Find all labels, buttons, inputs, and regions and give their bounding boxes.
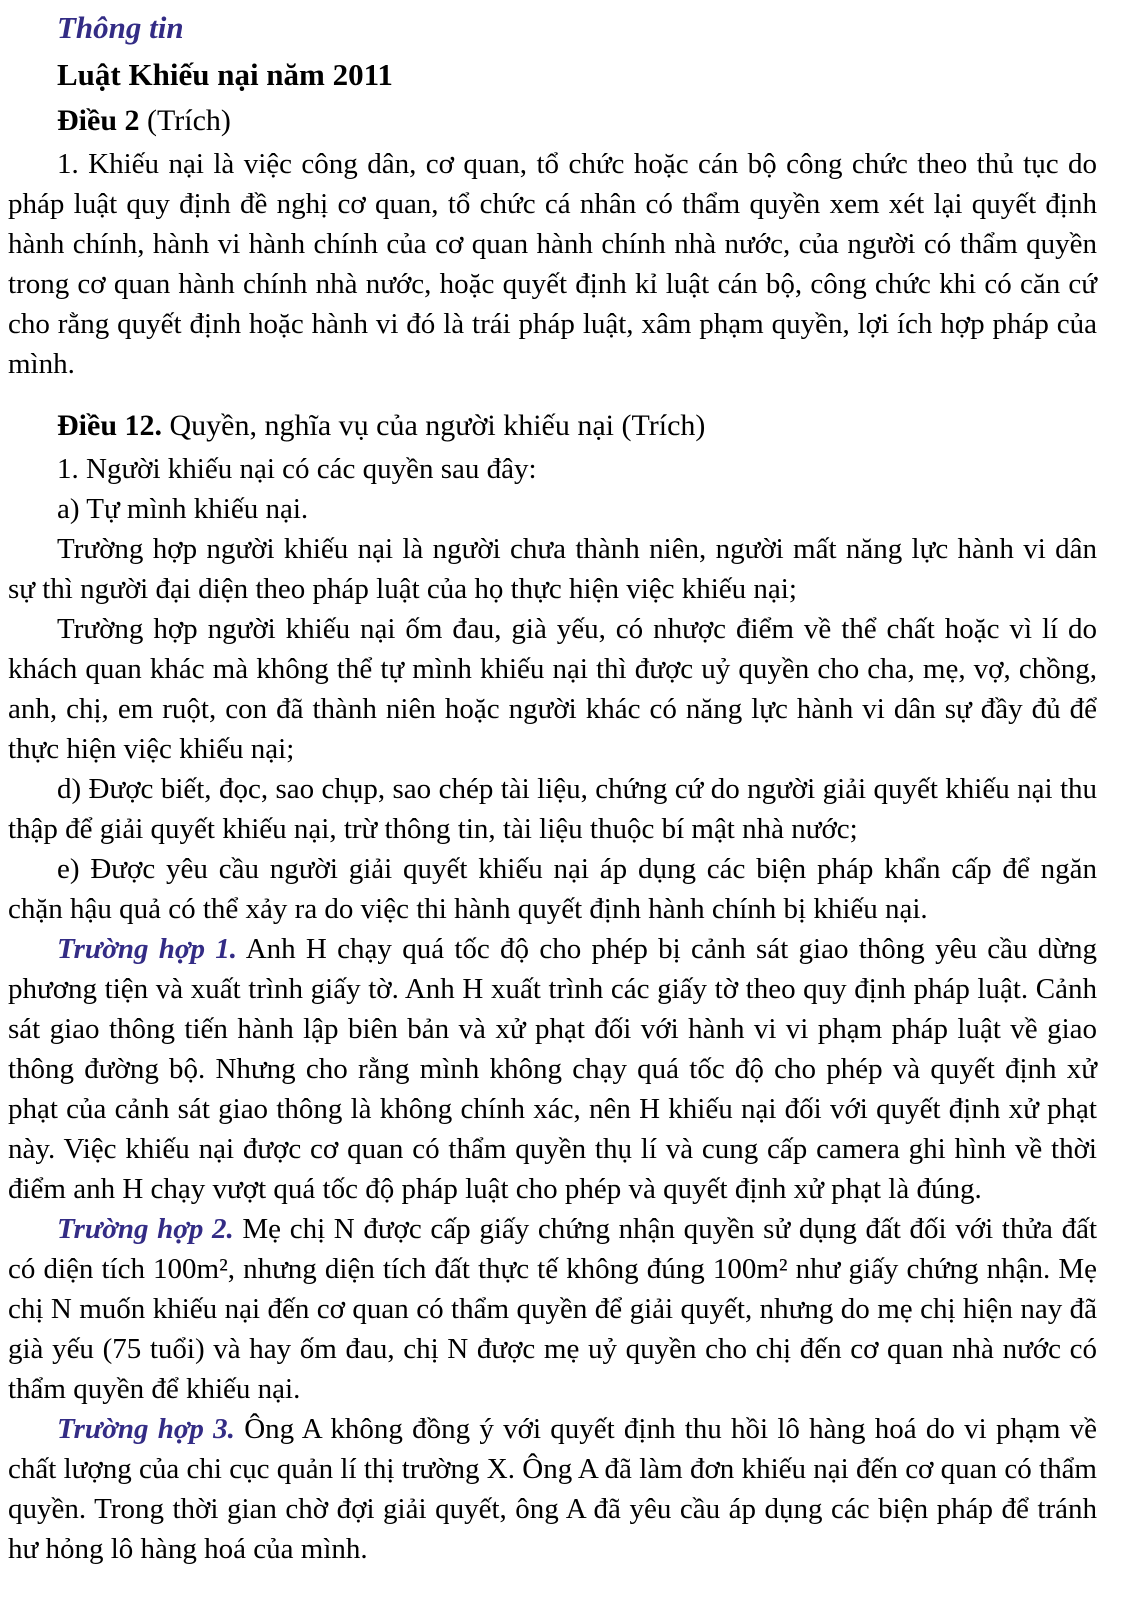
case-2-label: Trường hợp 2.	[57, 1213, 234, 1245]
info-heading: Thông tin	[57, 10, 184, 45]
article-12-point-d: d) Được biết, đọc, sao chụp, sao chép tài liệu, chứng cứ do người giải quyết khiếu nại thu thập để giải quyết khiếu nại, trừ thông tin, tài liệu thuộc bí mật nhà nước;	[8, 773, 1097, 845]
article-12-point-a-case-minor: Trường hợp người khiếu nại là người chưa thành niên, người mất năng lực hành vi dân sự thì người đại diện theo pháp luật của họ thực hiện việc khiếu nại;	[8, 533, 1097, 605]
case-2-paragraph	[8, 1209, 1097, 1409]
case-3-paragraph	[8, 1409, 1097, 1569]
article-12-point-a-case-illness: Trường hợp người khiếu nại ốm đau, già yếu, có nhược điểm về thể chất hoặc vì lí do khách quan khác mà không thể tự mình khiếu nại thì được uỷ quyền cho cha, mẹ, vợ, chồng, anh, chị, em ruột, con đã thành niên hoặc người khác có năng lực hành vi dân sự đầy đủ để thực hiện việc khiếu nại;	[8, 613, 1097, 765]
article-2-suffix: (Trích)	[139, 104, 231, 137]
article-12-number: Điều 12.	[57, 409, 162, 442]
article-2-heading	[8, 98, 1097, 144]
article-2-number: Điều 2	[57, 104, 140, 137]
article-12-heading	[8, 403, 1097, 449]
law-title: Luật Khiếu nại năm 2011	[57, 57, 393, 92]
case-1-text: Anh H chạy quá tốc độ cho phép bị cảnh sát giao thông yêu cầu dừng phương tiện và xuất trình giấy tờ. Anh H xuất trình các giấy tờ theo quy định pháp luật. Cảnh sát giao thông tiến hành lập biên bản và xử phạt đối với hành vi vi phạm pháp luật về giao thông đường bộ. Nhưng cho rằng mình không chạy quá tốc độ cho phép và quyết định xử phạt của cảnh sát giao thông là không chính xác, nên H khiếu nại đối với quyết định xử phạt này. Việc khiếu nại được cơ quan có thẩm quyền thụ lí và cung cấp camera ghi hình về thời điểm anh H chạy vượt quá tốc độ pháp luật cho phép và quyết định xử phạt là đúng.	[8, 933, 1097, 1205]
article-12-title: Quyền, nghĩa vụ của người khiếu nại (Trích)	[162, 409, 706, 442]
case-3-label: Trường hợp 3.	[57, 1413, 235, 1445]
case-3-text: Ông A không đồng ý với quyết định thu hồi lô hàng hoá do vi phạm về chất lượng của chi cục quản lí thị trường X. Ông A đã làm đơn khiếu nại đến cơ quan có thẩm quyền. Trong thời gian chờ đợi giải quyết, ông A đã yêu cầu áp dụng các biện pháp để tránh hư hỏng lô hàng hoá của mình.	[8, 1413, 1097, 1565]
case-1-label: Trường hợp 1.	[57, 933, 238, 965]
article-2-clause-1: 1. Khiếu nại là việc công dân, cơ quan, tổ chức hoặc cán bộ công chức theo thủ tục do pháp luật quy định đề nghị cơ quan, tổ chức cá nhân có thẩm quyền xem xét lại quyết định hành chính, hành vi hành chính của cơ quan hành chính nhà nước, của người có thẩm quyền trong cơ quan hành chính nhà nước, hoặc quyết định kỉ luật cán bộ, công chức khi có căn cứ cho rằng quyết định hoặc hành vi đó là trái pháp luật, xâm phạm quyền, lợi ích hợp pháp của mình.	[8, 148, 1097, 380]
article-12-clause-1: 1. Người khiếu nại có các quyền sau đây:	[57, 453, 537, 485]
case-1-paragraph	[8, 929, 1097, 1209]
article-12-point-e: e) Được yêu cầu người giải quyết khiếu nại áp dụng các biện pháp khẩn cấp để ngăn chặn hậu quả có thể xảy ra do việc thi hành quyết định hành chính bị khiếu nại.	[8, 853, 1097, 925]
case-2-text: Mẹ chị N được cấp giấy chứng nhận quyền sử dụng đất đối với thửa đất có diện tích 100m², nhưng diện tích đất thực tế không đúng 100m² như giấy chứng nhận. Mẹ chị N muốn khiếu nại đến cơ quan có thẩm quyền để giải quyết, nhưng do mẹ chị hiện nay đã già yếu (75 tuổi) và hay ốm đau, chị N được mẹ uỷ quyền cho chị đến cơ quan nhà nước có thẩm quyền để khiếu nại.	[8, 1213, 1098, 1405]
article-12-point-a: a) Tự mình khiếu nại.	[57, 493, 309, 525]
